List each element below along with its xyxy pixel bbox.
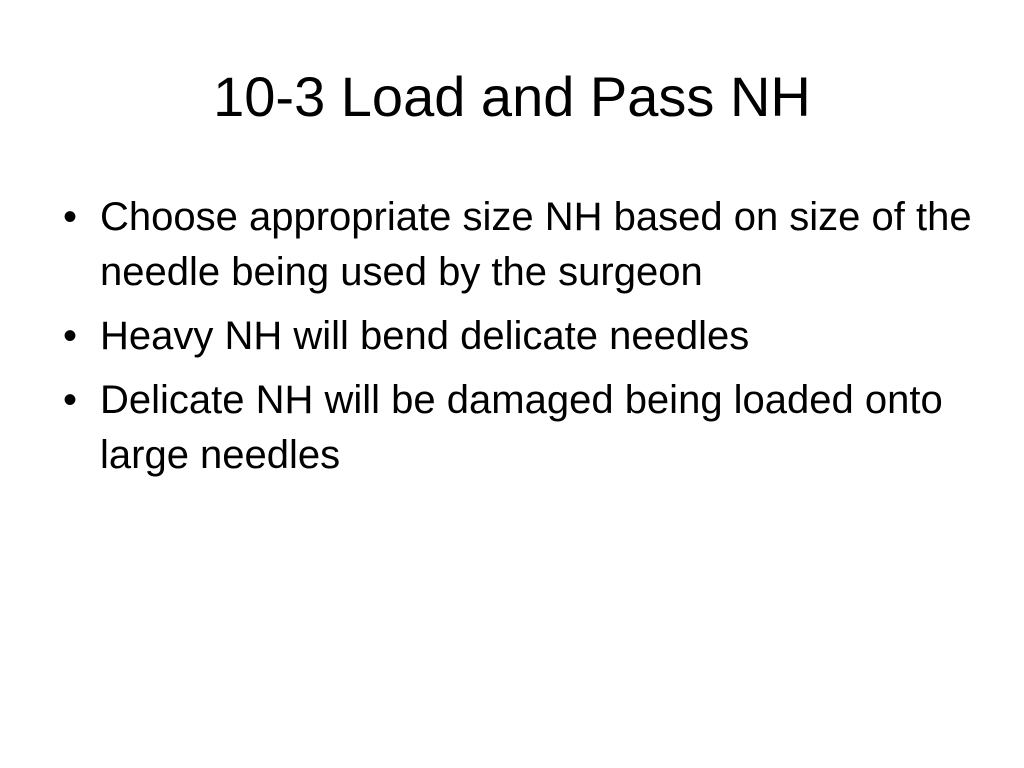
- bullet-marker: •: [62, 378, 77, 422]
- bullet-text: Heavy NH will bend delicate needles: [100, 314, 750, 358]
- slide-title: 10-3 Load and Pass NH: [213, 65, 811, 128]
- bullet-item-choose-size: [62, 190, 980, 300]
- bullet-marker: •: [62, 314, 77, 358]
- bullet-item-delicate-nh: [62, 373, 980, 483]
- bullet-text: Delicate NH will be damaged being loaded onto large needles: [100, 378, 943, 477]
- bullet-list: [62, 190, 980, 492]
- bullet-marker: •: [62, 195, 77, 239]
- bullet-item-heavy-nh: [62, 309, 980, 364]
- bullet-text: Choose appropriate size NH based on size of the needle being used by the surgeon: [100, 195, 972, 294]
